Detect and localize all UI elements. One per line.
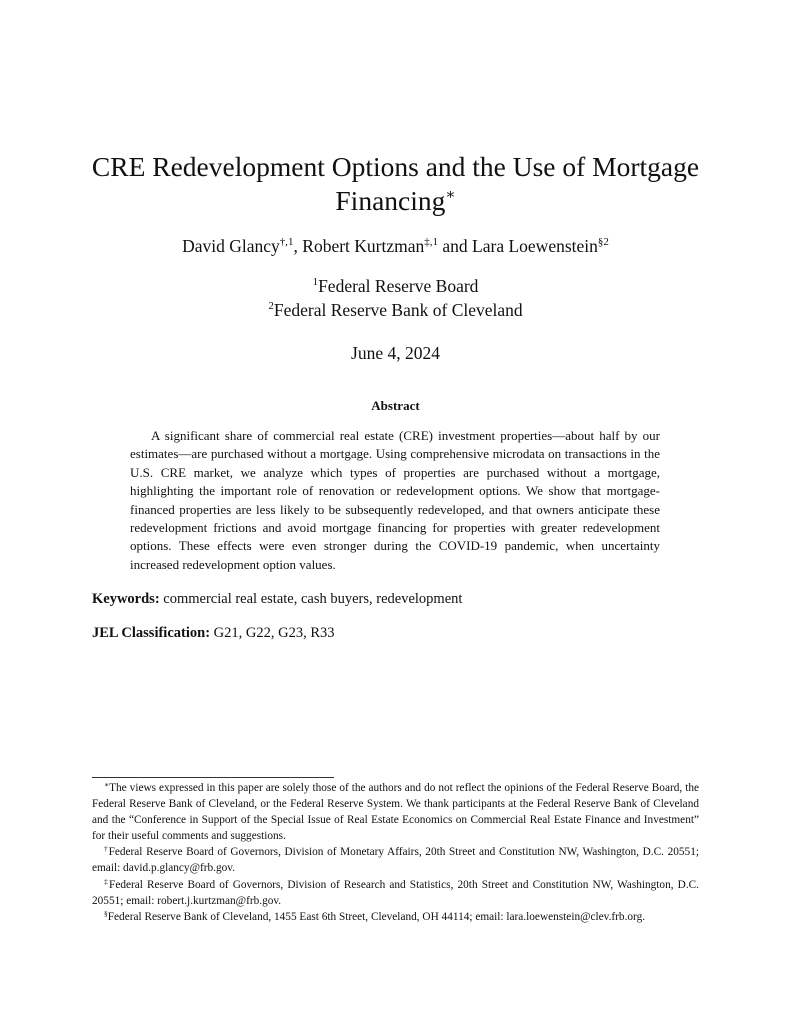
footnote bbox=[92, 780, 699, 844]
paper-date: June 4, 2024 bbox=[351, 343, 440, 363]
jel-line bbox=[92, 623, 702, 643]
author-name: Lara Loewenstein bbox=[472, 236, 598, 256]
footnote-mark: § bbox=[104, 908, 108, 918]
footnote bbox=[92, 909, 699, 925]
footnote-text: Federal Reserve Bank of Cleveland, 1455 East 6th Street, Cleveland, OH 44114; email: lara.loewenstein@clev.frb.org. bbox=[107, 910, 646, 923]
footnote bbox=[92, 844, 699, 876]
affiliation-name: Federal Reserve Bank of Cleveland bbox=[273, 300, 523, 320]
footnotes bbox=[92, 780, 699, 925]
title-footnote-mark: ∗ bbox=[445, 187, 456, 203]
affiliation-number: 2 bbox=[268, 300, 274, 312]
author-name: Robert Kurtzman bbox=[302, 236, 425, 256]
paper-title-line-1: CRE Redevelopment Options and the Use of Mortgage bbox=[91, 151, 700, 182]
keywords-line bbox=[92, 589, 702, 609]
footnote-mark: ‡ bbox=[104, 876, 110, 886]
footnote-mark: ∗ bbox=[104, 780, 110, 789]
abstract-heading: Abstract bbox=[371, 398, 420, 413]
author-marks: §2 bbox=[597, 236, 609, 248]
jel-label: JEL Classification: bbox=[92, 625, 211, 641]
footnote-text: The views expressed in this paper are solely those of the authors and do not reflect the opinions of the Federal Reserve Board, the Federal Reserve Bank of Cleveland, or the Federal Reserve System. We thank participants at the Federal Reserve Bank of Cleveland and the “Conference in Support of the Special Issue of Real Estate Economics on Commercial Real Estate Finance and Investment” for their useful comments and suggestions. bbox=[92, 782, 699, 843]
author-separator: and bbox=[438, 236, 473, 256]
footnote-mark: † bbox=[104, 844, 109, 854]
abstract-text: A significant share of commercial real estate (CRE) investment properties—about half by our estimates—are purchased without a mortgage. Using comprehensive microdata on transactions in the U.S. CRE market, we analyze which types of properties are purchased without a mortgage, highlighting the important role of renovation or redevelopment options. We show that mortgage-financed properties are less likely to be subsequently redeveloped, and that owners anticipate these redevelopment frictions and avoid mortgage financing for properties with greater redevelopment options. These effects were even stronger during the COVID-19 pandemic, when uncertainty increased redevelopment option values. bbox=[130, 428, 660, 572]
author-name: David Glancy bbox=[182, 236, 280, 256]
keywords-label: Keywords: bbox=[92, 591, 160, 607]
keywords-value: commercial real estate, cash buyers, redevelopment bbox=[163, 591, 463, 607]
paper-title-line-2: Financing bbox=[335, 185, 446, 216]
affiliation bbox=[0, 274, 791, 298]
affiliation bbox=[0, 298, 791, 322]
affiliation-name: Federal Reserve Board bbox=[318, 276, 479, 296]
author-list bbox=[0, 234, 791, 258]
jel-value: G21, G22, G23, R33 bbox=[213, 625, 335, 641]
author-marks: ‡,1 bbox=[424, 236, 439, 248]
footnote-text: Federal Reserve Board of Governors, Division of Research and Statistics, 20th Street and Constitution NW, Washington, D.C. 20551; email: robert.j.kurtzman@frb.gov. bbox=[92, 878, 700, 907]
affiliation-number: 1 bbox=[312, 276, 319, 288]
footnote-divider bbox=[92, 777, 334, 778]
footnote-text: Federal Reserve Board of Governors, Division of Monetary Affairs, 20th Street and Constitution NW, Washington, D.C. 20551; email: david.p.glancy@frb.gov. bbox=[92, 846, 699, 875]
paper-title bbox=[60, 150, 731, 218]
footnote bbox=[92, 877, 699, 909]
author-marks: †,1 bbox=[279, 236, 294, 248]
author-separator: , bbox=[293, 236, 303, 256]
